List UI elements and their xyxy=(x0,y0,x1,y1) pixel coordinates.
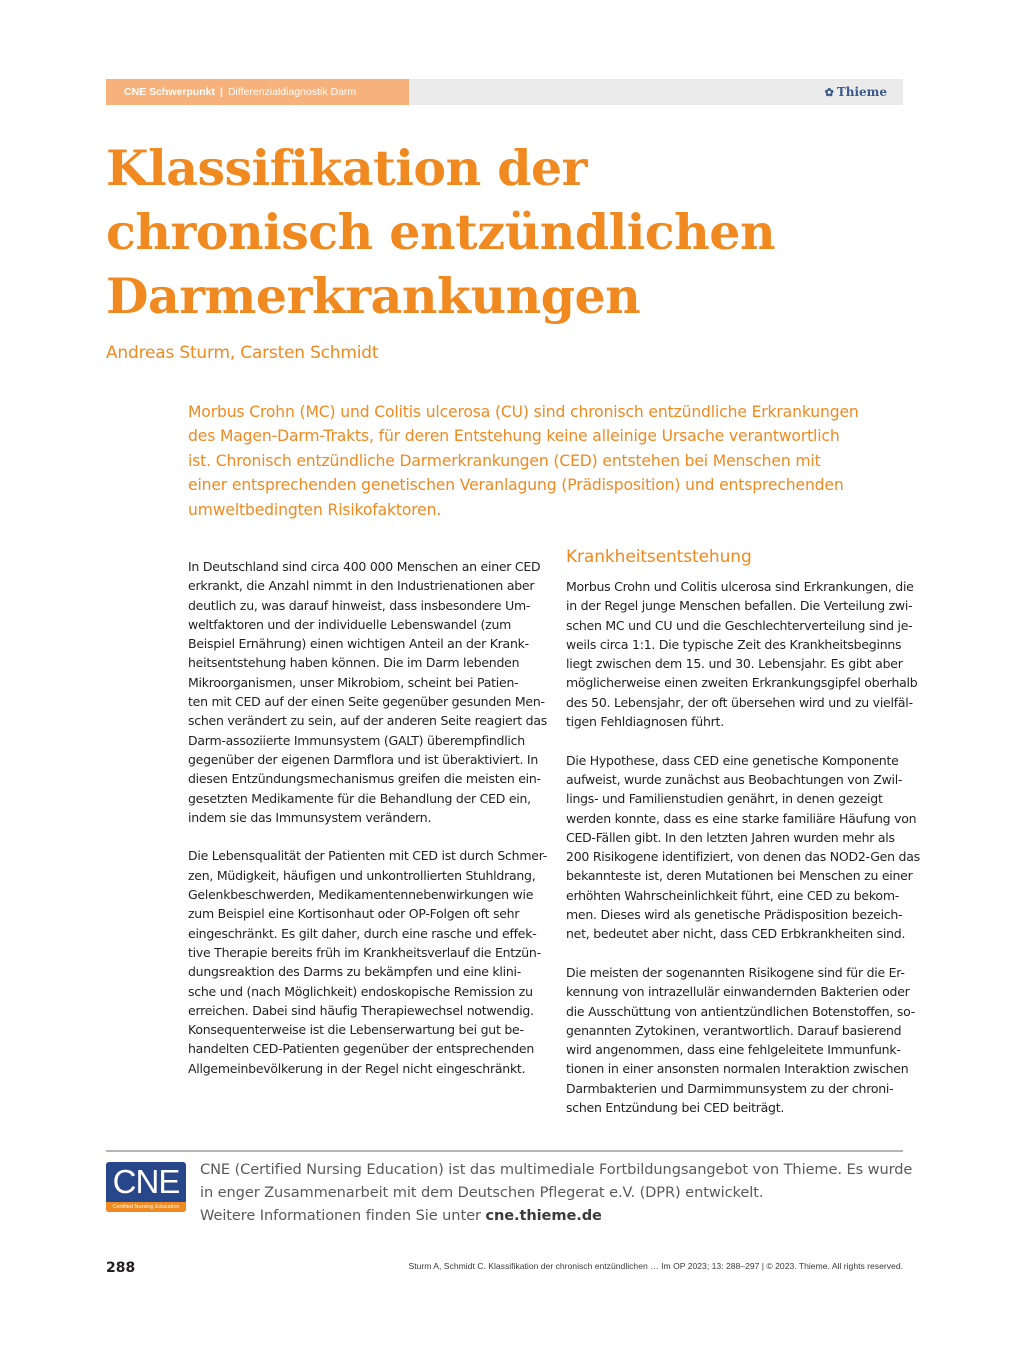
text-line: möglicherweise einen zweiten Erkrankungsgipfel oberhalb xyxy=(566,675,918,691)
body-paragraph xyxy=(566,751,920,944)
text-line: eingeschränkt. Es gilt daher, durch eine rasche und effek- xyxy=(188,925,537,941)
text-line: tive Therapie bereits früh im Krankheitsverlauf die Entzün- xyxy=(188,944,541,960)
lead-line: Morbus Crohn (MC) und Colitis ulcerosa (CU) sind chronisch entzündliche Erkrankungen xyxy=(188,403,859,421)
text-line: tigen Fehldiagnosen führt. xyxy=(566,714,724,730)
section-tag xyxy=(106,79,409,105)
title-line: chronisch entzündlichen xyxy=(106,203,776,261)
text-line: kennung von intrazellulär einwandernden Bakterien oder xyxy=(566,984,910,1000)
text-line: erkrankt, die Anzahl nimmt in den Industrienationen aber xyxy=(188,578,535,594)
text-line: net, bedeutet aber nicht, dass CED Erbkrankheiten sind. xyxy=(566,926,906,942)
text-line: handelten CED-Patienten gegenüber der entsprechenden xyxy=(188,1041,535,1057)
cne-website-link[interactable]: cne.thieme.de xyxy=(485,1207,602,1224)
text-line: Die meisten der sogenannten Risikogene sind für die Er- xyxy=(566,964,905,980)
text-line: gegenüber der eigenen Darmflora und ist überaktiviert. In xyxy=(188,751,539,767)
text-line: erhöhten Wahrscheinlichkeit führt, eine CED zu bekom- xyxy=(566,887,900,903)
cne-info-line xyxy=(200,1204,900,1227)
text-line: die Ausschüttung von antientzündlichen Botenstoffen, so- xyxy=(566,1003,915,1019)
text-line: in der Regel junge Menschen befallen. Die Verteilung zwi- xyxy=(566,598,913,614)
publisher-name: Thieme xyxy=(836,85,887,99)
text-line: werden konnte, dass es eine starke familiäre Häufung von xyxy=(566,810,917,826)
text-line: heitsentstehung haben können. Die im Darm lebenden xyxy=(188,655,520,671)
body-paragraph xyxy=(566,963,915,1117)
text-line: bekannteste ist, deren Mutationen bei Menschen zu einer xyxy=(566,868,913,884)
text-line: liegt zwischen dem 15. und 30. Lebensjahr. Es gibt aber xyxy=(566,656,903,672)
text-line: Mikroorganismen, unser Mikrobiom, scheint bei Patien- xyxy=(188,674,519,690)
text-line: sche und (nach Möglichkeit) endoskopische Remission zu xyxy=(188,983,533,999)
title-line: Darmerkrankungen xyxy=(106,267,641,325)
title-line: Klassifikation der xyxy=(106,139,587,197)
publisher-logo xyxy=(825,79,887,105)
section-separator: | xyxy=(220,86,223,98)
authors: Andreas Sturm, Carsten Schmidt xyxy=(106,343,379,363)
page-number: 288 xyxy=(106,1260,136,1276)
body-paragraph xyxy=(188,846,548,1078)
cne-info-prefix: Weitere Informationen finden Sie unter xyxy=(200,1207,486,1224)
citation-line: Sturm A, Schmidt C. Klassifikation der chronisch entzündlichen … Im OP 2023; 13: 288–297 | © 2023. Thieme. All rights reserved. xyxy=(408,1261,903,1271)
lead-line: einer entsprechenden genetischen Veranlagung (Prädisposition) und entsprechenden xyxy=(188,476,844,495)
text-line: erreichen. Dabei sind häufig Therapiewechsel notwendig. xyxy=(188,1002,534,1018)
cne-info-line: in enger Zusammenarbeit mit dem Deutschen Pflegerat e.V. (DPR) entwickelt. xyxy=(200,1184,764,1201)
cne-logo-text: CNE xyxy=(112,1163,180,1200)
cne-info-line: CNE (Certified Nursing Education) ist das multimediale Fortbildungsangebot von Thieme. Es wurde xyxy=(200,1161,913,1178)
topic-label: Differenzialdiagnostik Darm xyxy=(227,86,357,98)
body-paragraph xyxy=(188,557,548,827)
text-line: men. Dieses wird als genetische Prädisposition bezeich- xyxy=(566,907,903,923)
text-line: wird angenommen, dass eine fehlgeleitete Immunfunk- xyxy=(566,1042,901,1058)
text-line: schen MC und CU und die Geschlechterverteilung sind je- xyxy=(566,617,913,633)
text-line: aufweist, wurde zunächst aus Beobachtungen von Zwil- xyxy=(566,771,903,787)
text-line: In Deutschland sind circa 400 000 Menschen an einer CED xyxy=(188,559,541,574)
text-line: des 50. Lebensjahr, der oft übersehen wird und zu vielfäl- xyxy=(566,694,913,710)
running-header xyxy=(106,79,903,105)
cne-logo xyxy=(106,1162,186,1212)
text-line: indem sie das Immunsystem verändern. xyxy=(188,809,432,825)
section-label: CNE Schwerpunkt xyxy=(124,86,216,98)
lead-line: umweltbedingten Risikofaktoren. xyxy=(188,500,442,519)
text-line: deutlich zu, was darauf hinweist, dass insbesondere Um- xyxy=(188,597,531,613)
text-line: weils circa 1:1. Die typische Zeit des Krankheitsbeginns xyxy=(566,636,902,652)
lead-paragraph xyxy=(188,400,888,522)
text-line: Darm-assoziierte Immunsystem (GALT) überempfindlich xyxy=(188,732,525,748)
text-line: genannten Zytokinen, verantwortlich. Darauf basierend xyxy=(566,1022,902,1038)
text-line: Beispiel Ernährung) einen wichtigen Anteil an der Krank- xyxy=(188,636,529,652)
text-line: weltfaktoren und der individuelle Lebenswandel (zum xyxy=(188,616,512,632)
text-line: Morbus Crohn und Colitis ulcerosa sind Erkrankungen, die xyxy=(566,579,914,594)
cne-info xyxy=(200,1158,913,1227)
text-line: ten mit CED auf der einen Seite gegenüber gesunden Men- xyxy=(188,694,545,710)
body-paragraph xyxy=(566,577,918,731)
section-heading: Krankheitsentstehung xyxy=(566,547,752,567)
text-line: Darmbakterien und Darmimmunsystem zu der chroni- xyxy=(566,1080,894,1096)
right-column xyxy=(566,546,920,1137)
text-line: gesetzten Medikamente für die Behandlung der CED ein, xyxy=(188,790,531,806)
thieme-icon: ✿ xyxy=(824,86,834,99)
left-column xyxy=(188,557,548,1097)
text-line: CED-Fällen gibt. In den letzten Jahren wurden mehr als xyxy=(566,829,895,845)
text-line: 200 Risikogene identifiziert, von denen das NOD2-Gen das xyxy=(566,849,920,865)
text-line: schen verändert zu sein, auf der anderen Seite reagiert das xyxy=(188,713,548,729)
article-title xyxy=(106,136,866,328)
text-line: tionen in einer ansonsten normalen Interaktion zwischen xyxy=(566,1061,909,1077)
text-line: zen, Müdigkeit, häufigen und unkontrollierten Stuhldrang, xyxy=(188,867,536,883)
text-line: Die Hypothese, dass CED eine genetische Komponente xyxy=(566,752,899,768)
text-line: zum Beispiel eine Kortisonhaut oder OP-Folgen oft sehr xyxy=(188,906,520,922)
text-line: Die Lebensqualität der Patienten mit CED ist durch Schmer- xyxy=(188,848,548,864)
text-line: schen Entzündung bei CED beiträgt. xyxy=(566,1100,785,1116)
lead-line: des Magen-Darm-Trakts, für deren Entstehung keine alleinige Ursache verantwortlich xyxy=(188,427,840,446)
text-line: Konsequenterweise ist die Lebenserwartung bei gut be- xyxy=(188,1022,524,1038)
text-line: Gelenkbeschwerden, Medikamentennebenwirkungen wie xyxy=(188,887,534,903)
cne-logo-subtext: Certified Nursing Education xyxy=(106,1202,186,1212)
text-line: diesen Entzündungsmechanismus greifen die meisten ein- xyxy=(188,771,541,787)
lead-line: ist. Chronisch entzündliche Darmerkrankungen (CED) entstehen bei Menschen mit xyxy=(188,451,821,470)
text-line: Allgemeinbevölkerung in der Regel nicht eingeschränkt. xyxy=(188,1060,526,1076)
text-line: dungsreaktion des Darms zu bekämpfen und eine klini- xyxy=(188,964,522,980)
footer-divider xyxy=(106,1150,903,1152)
text-line: lings- und Familienstudien genährt, in denen gezeigt xyxy=(566,791,883,807)
